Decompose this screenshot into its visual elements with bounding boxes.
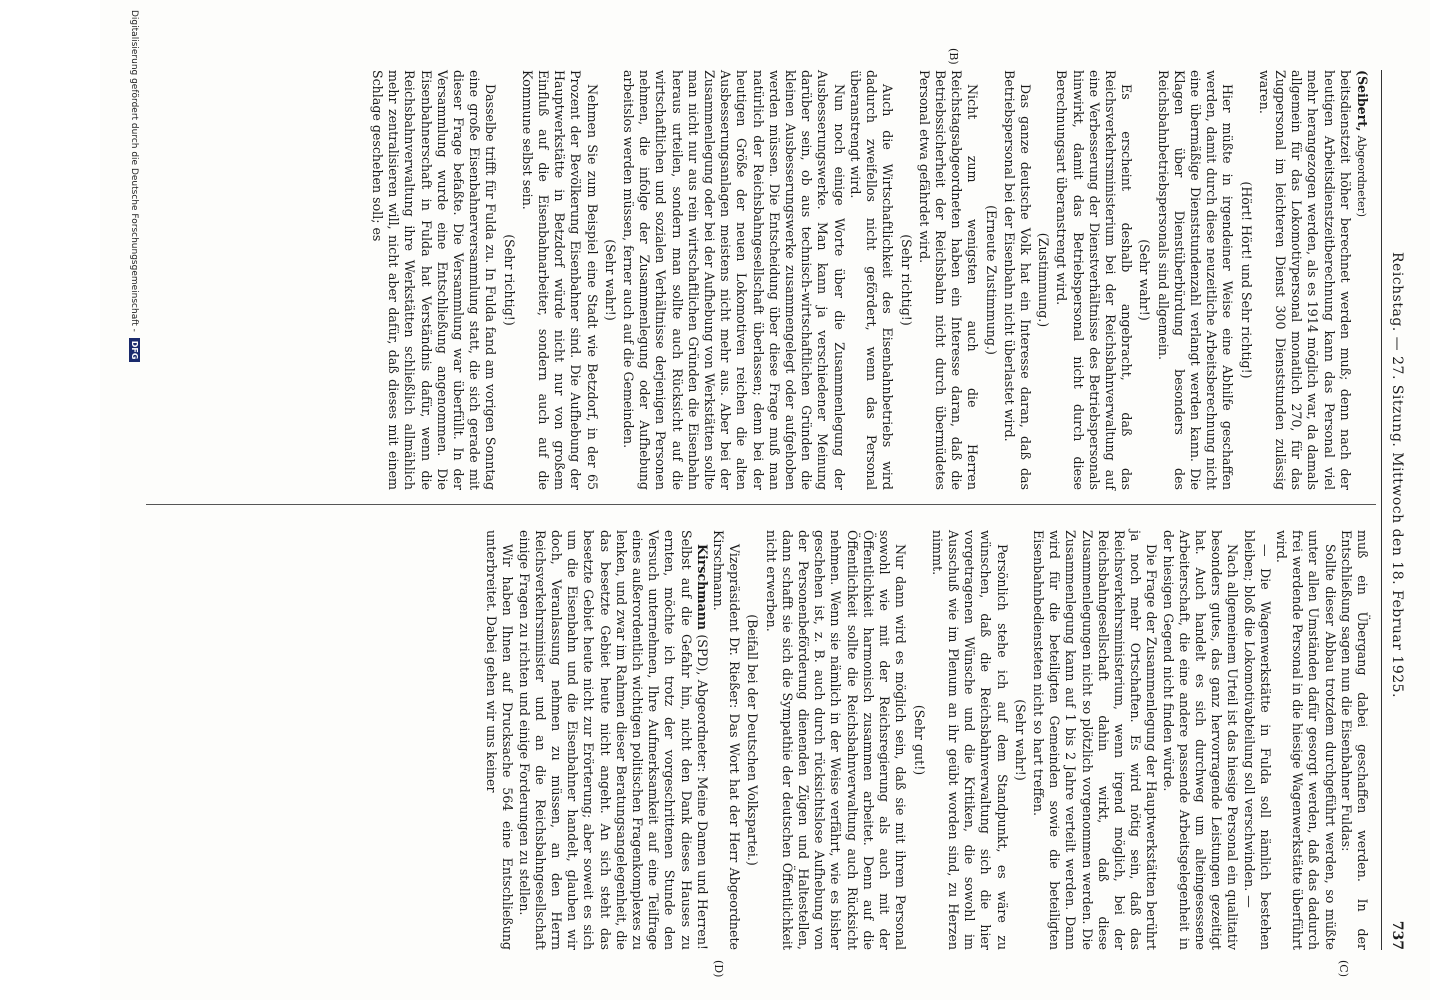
interjection: (Zustimmung.) [1036, 232, 1052, 328]
interjection: (Sehr gut!) [911, 704, 927, 776]
running-head: Reichstag. — 27. Sitzung. Mittwoch den 18. Februar 1925. [1389, 252, 1405, 698]
quote: Sollte dieser Abbau trotzdem durchgeführt werden, so müßte unter allen Umständen dafür gesorgt werden, daß das dadurch frei werdende Personal in die hiesige Wagenwerkstätte überführt wird. [1273, 530, 1338, 950]
speaker-name: (Seibert, [1355, 70, 1370, 132]
margin-mark-c: (C) [1337, 960, 1350, 977]
digitization-credit [129, 10, 140, 970]
interjection: (Hört! Hört! und Sehr richtig!) [1238, 181, 1254, 379]
paragraph: beitsdienstzeit höher berechnet werden muß; denn nach der heutigen Arbeitsdienstzeitberechnung kann das Personal viel mehr herangezogen werden, als es 1914 möglich war, da damals allgemein für das Lokomotivpersonal monatlich 270, für das Zugpersonal im leichteren Dienst 300 Dienststunden zulässig waren. [1256, 70, 1353, 490]
right-column [483, 530, 1370, 950]
credit-text: Digitalisierung gefördert durch die Deutsche Forschungsgemeinschaft - [129, 10, 139, 332]
paragraph: Hier müßte in irgendeiner Weise eine Abhilfe geschaffen werden, damit durch diese neuzeitliche Arbeitsberechnung nicht eine übermäßige Dienststundenzahl verlangt werden kann. Die Klagen über Dienstüberbürdung besonders des Reichsbahnbetriebspersonals sind allgemein. [1155, 70, 1236, 490]
speaker-line [1353, 70, 1370, 490]
paragraph: Nun noch einige Worte über die Zusammenlegung der Ausbesserungswerke. Man kann ja verschiedener Meinung darüber sein, ob aus technisch-wirtschaftlichen Gründen die kleinen Ausbesserungswerke zusammengelegt oder aufgehoben werden müssen. Die Entscheidung über diese Frage muß man natürlich der Reichsbahngesellschaft überlassen; denn bei der heutigen Größe der neuen Lokomotiven reichen die alten Ausbesserungsanlagen meistens nicht mehr aus. Aber bei der Zusammenlegung oder bei der Aufhebung von Werkstätten sollte man nicht nur aus rein wirtschaftlichen Gründen die Eisenbahn heraus urteilen, sondern man sollte auch Rücksicht auf die wirtschaftlichen und sozialen Verhältnisse derjenigen Personen nehmen, die infolge der Zusammenlegung oder Aufhebung arbeitslos werden müssen, ferner auch auf die Gemeinden. [621, 70, 847, 490]
paragraph: Persönlich stehe ich auf dem Standpunkt, es wäre zu wünschen, daß die Reichsbahnverwaltung sich die hier vorgetragenen Wünsche und die Kritiken, die sowohl im Ausschuß wie im Plenum an ihr geübt worden sind, zu Herzen nimmt. [929, 530, 1010, 950]
margin-mark-b: (B) [947, 48, 960, 65]
interjection: (Sehr richtig!) [501, 234, 517, 326]
paragraph: Wir haben Ihnen auf Drucksache 564 eine Entschließung unterbreitet. Dabei gehen wir uns keiner [484, 530, 516, 950]
page-header [1384, 70, 1410, 950]
header-rule [1381, 70, 1382, 950]
speaker-name: Kirschmann [694, 544, 710, 631]
speech-text: (SPD), Abgeordneter: Meine Damen und Herren! Selbst auf die Gefahr hin, nicht den Dank dieses Hauses zu ernten, möchte ich trotz der vorgeschrittenen Stunde den Versuch unternehmen, Ihre Aufmerksamkeit auf eine Teilfrage eines außerordentlich wichtigen politischen Fragenkomplexes zu lenken, und zwar im Rahmen dieser Beratungsangelegenheit, die das besetzte Gebiet heute nicht angeht. An sich steht das besetzte Gebiet heute nicht zur Erörterung; aber soweit es sich um die Eisenbahn und die Eisenbahner handelt, glauben wir doch, Veranlassung nehmen zu müssen, an den Herrn Reichsverkehrsminister und an die Reichsbahngesellschaft einige Fragen zu richten und einige Forderungen zu stellen. [516, 530, 710, 950]
margin-mark-d: (D) [712, 960, 725, 978]
paragraph: Die Frage der Zusammenlegung der Hauptwerkstätten berührt ja noch mehr Ortschaften. Es wird nötig sein, daß das Reichsverkehrsministerium, wenn irgend möglich, bei der Reichsbahngesellschaft dahin wirkt, daß diese Zusammenlegungen nicht so plötzlich vorgenommen werden. Die Zusammenlegung kann auf 1 bis 2 Jahre verteilt werden. Dann wird für die beteiligten Gemeinden sowie die beteiligten Eisenbahnbediensteten nicht so hart treffen. [1030, 530, 1160, 950]
column-divider [146, 504, 1376, 505]
speaker-role: Abgeordneter) [1355, 135, 1368, 218]
interjection: (Sehr richtig!) [898, 234, 914, 326]
scanned-page [100, 0, 1430, 1000]
interjection: (Sehr wahr!) [1137, 239, 1153, 321]
paragraph: Vizepräsident Dr. Rießer: Das Wort hat der Herr Abgeordnete Kirschmann. [711, 530, 743, 950]
speech-start [515, 530, 709, 950]
paragraph: Dasselbe trifft für Fulda zu. In Fulda fand am vorigen Sonntag eine große Eisenbahnerversammlung statt, die sich gerade mit dieser Frage befaßte. Die Versammlung war überfüllt. In der Versammlung wurde eine Entschließung angenommen. Die Eisenbahnerschaft in Fulda hat Verständnis dafür, wenn die Reichsbahnverwaltung ihre Werkstätten schließlich allmählich mehr zentralisieren will, nicht aber dafür, daß dieses mit einem Schlage geschehen soll; es [370, 70, 499, 490]
quote: — Die Wagenwerkstätte in Fulda soll nämlich bestehen bleiben; bloß die Lokomotivabteilung soll verschwinden. — [1241, 530, 1273, 950]
interjection: (Sehr wahr!) [602, 239, 618, 321]
paragraph: Das ganze deutsche Volk hat ein Interesse daran, daß das Betriebspersonal bei der Eisenbahn nicht überlastet wird. [1001, 70, 1033, 490]
paragraph: Nicht zum wenigsten auch die Herren Reichstagsabgeordneten haben ein Interesse daran, daß die Betriebssicherheit der Reichsbahn nicht durch übermüdetes Personal etwa gefährdet wird. [916, 70, 981, 490]
paragraph: Es erscheint deshalb angebracht, daß das Reichsverkehrsministerium bei der Reichsbahnverwaltung auf eine Verbesserung der Dienstverhältnisse des Betriebspersonals hinwirkt, damit das Betriebspersonal nicht durch diese Berechnungsart überanstrengt wird. [1054, 70, 1135, 490]
paragraph: Nehmen Sie zum Beispiel eine Stadt wie Betzdorf, in der 65 Prozent der Bevölkerung Eisenbahner sind. Die Aufhebung der Hauptwerkstätte in Betzdorf würde nicht nur von großem Einfluß auf die Eisenbahnarbeiter, sondern auch auf die Kommune selbst sein. [519, 70, 600, 490]
left-column [369, 70, 1370, 490]
page-number: 737 [1389, 920, 1405, 950]
quote: Nach allgemeinem Urteil ist das hiesige Personal ein qualitativ besonders gutes, das ganz hervorragende Leistungen gezeitigt hat. Auch handelt es sich durchweg um alteingesessene Arbeiterschaft, die eine andere passende Arbeitsgelegenheit in der hiesigen Gegend nicht finden würde. [1160, 530, 1241, 950]
paragraph: muß ein Übergang dabei geschaffen werden. In der Entschließung sagen nun die Eisenbahner Fuldas: [1338, 530, 1370, 950]
dfg-logo: DFG [129, 338, 140, 363]
interjection: (Beifall bei der Deutschen Volkspartei.) [745, 614, 761, 866]
interjection: (Erneute Zustimmung.) [983, 205, 999, 355]
paragraph: Nur dann wird es möglich sein, daß sie mit ihrem Personal sowohl wie mit der Reichsregierung als auch mit der Öffentlichkeit harmonisch zusammen arbeitet. Denn auf die Öffentlichkeit sollte die Reichsbahnverwaltung auch Rücksicht nehmen. Wenn sie nämlich in der Weise verfährt, wie es bisher geschehen ist, z. B. auch durch rücksichtslose Aufhebung von der Personenbeförderung dienenden Zügen und Haltestellen, dann schafft sie sich die Sympathie der deutschen Öffentlichkeit nicht erwerben. [763, 530, 909, 950]
paragraph: Auch die Wirtschaftlichkeit des Eisenbahnbetriebs wird dadurch zweifellos nicht gefördert, wenn das Personal überanstrengt wird. [847, 70, 896, 490]
interjection: (Sehr wahr!) [1012, 699, 1028, 781]
